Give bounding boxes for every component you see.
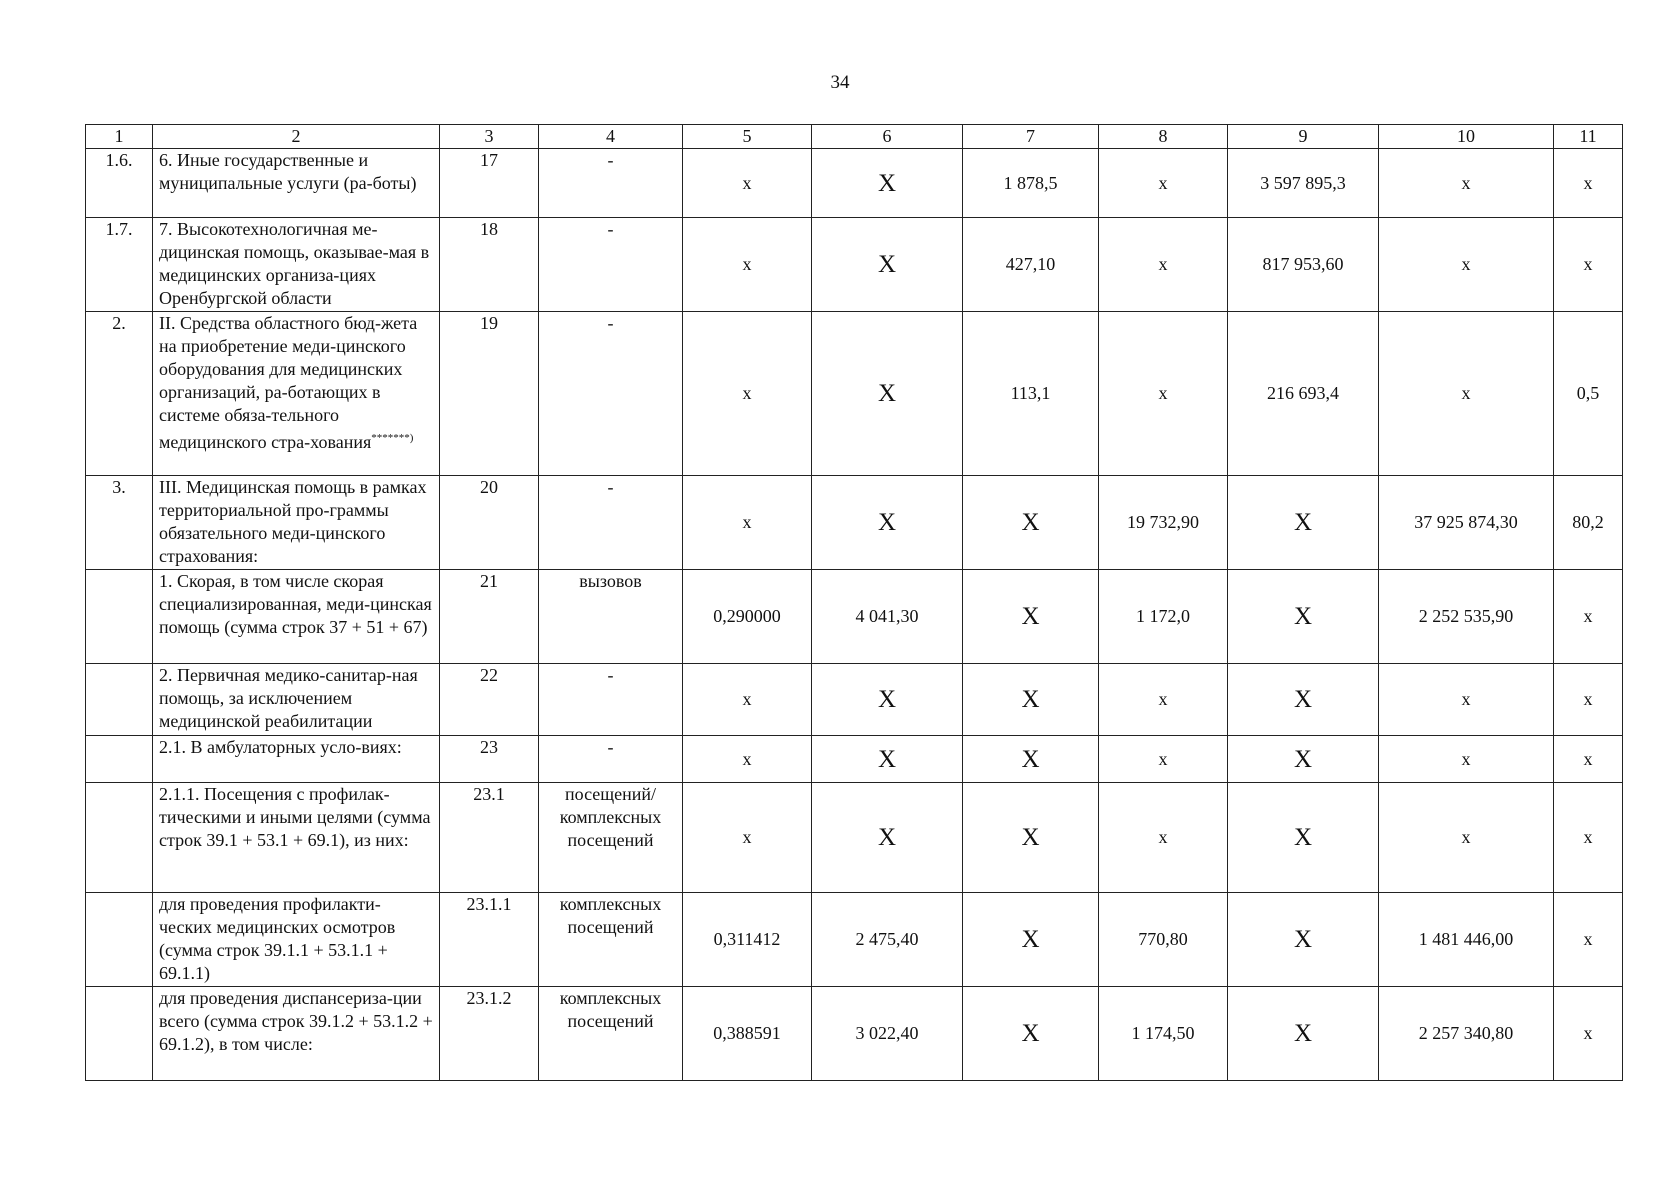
row-name-text: 2.1.1. Посещения с профилак-тическими и иными целями (сумма строк 39.1 + 53.1 + 69.1), из них: [159,784,431,850]
value-cell-c6: X [812,736,963,783]
row-name-cell [153,570,440,664]
unit-cell: комплексных посещений [539,987,683,1081]
footnote-marker: *******) [371,432,414,444]
value-cell-c11: x [1554,570,1623,664]
value-cell-c5: x [683,476,812,570]
value-cell-c5: 0,311412 [683,893,812,987]
header-cell: 3 [440,125,539,149]
value-cell-c10: 37 925 874,30 [1379,476,1554,570]
value-cell-c6: X [812,149,963,218]
value-cell-c8: 770,80 [1099,893,1228,987]
value-cell-c6: 4 041,30 [812,570,963,664]
value-cell-c6: X [812,218,963,312]
value-cell-c8: x [1099,149,1228,218]
row-name-text: для проведения диспансериза-ции всего (сумма строк 39.1.2 + 53.1.2 + 69.1.2), в том числе: [159,988,433,1054]
table-row [86,149,1623,218]
value-cell-c7: X [963,783,1099,893]
row-name-cell [153,893,440,987]
row-name-cell [153,664,440,736]
header-cell: 5 [683,125,812,149]
value-cell-c10: 1 481 446,00 [1379,893,1554,987]
value-cell-c6: 2 475,40 [812,893,963,987]
row-name-text: 2. Первичная медико-санитар-ная помощь, за исключением медицинской реабилитации [159,665,418,731]
value-cell-c8: 19 732,90 [1099,476,1228,570]
column-number-header-row [86,125,1623,149]
unit-cell: - [539,218,683,312]
row-name-cell [153,312,440,476]
value-cell-c8: x [1099,312,1228,476]
value-cell-c10: x [1379,664,1554,736]
row-name-cell [153,736,440,783]
data-table [85,124,1623,1081]
header-cell: 1 [86,125,153,149]
value-cell-c9: 3 597 895,3 [1228,149,1379,218]
line-number-cell: 21 [440,570,539,664]
row-name-cell [153,476,440,570]
row-number-cell [86,893,153,987]
row-name-text: 6. Иные государственные и муниципальные услуги (ра-боты) [159,150,417,193]
value-cell-c6: X [812,783,963,893]
value-cell-c10: x [1379,218,1554,312]
unit-cell: - [539,664,683,736]
value-cell-c9: X [1228,736,1379,783]
value-cell-c10: x [1379,783,1554,893]
value-cell-c10: x [1379,736,1554,783]
value-cell-c6: X [812,664,963,736]
value-cell-c10: 2 252 535,90 [1379,570,1554,664]
value-cell-c7: X [963,570,1099,664]
line-number-cell: 23.1.1 [440,893,539,987]
value-cell-c10: 2 257 340,80 [1379,987,1554,1081]
unit-cell: - [539,736,683,783]
value-cell-c8: x [1099,783,1228,893]
table-row [86,893,1623,987]
row-number-cell [86,783,153,893]
row-number-cell [86,736,153,783]
row-number-cell: 3. [86,476,153,570]
table-row [86,664,1623,736]
header-cell: 8 [1099,125,1228,149]
value-cell-c5: x [683,218,812,312]
table-row [86,783,1623,893]
value-cell-c7: 1 878,5 [963,149,1099,218]
value-cell-c5: 0,290000 [683,570,812,664]
value-cell-c5: x [683,312,812,476]
value-cell-c11: x [1554,783,1623,893]
line-number-cell: 23.1.2 [440,987,539,1081]
table-row [86,218,1623,312]
value-cell-c9: X [1228,987,1379,1081]
line-number-cell: 20 [440,476,539,570]
value-cell-c6: X [812,312,963,476]
table-row [86,987,1623,1081]
table-row [86,476,1623,570]
header-cell: 4 [539,125,683,149]
value-cell-c9: 817 953,60 [1228,218,1379,312]
header-cell: 9 [1228,125,1379,149]
page-number: 34 [830,72,850,93]
row-name-text: II. Средства областного бюд-жета на приобретение меди-цинского оборудования для медицинских организаций, ра-ботающих в системе обяза-тельного медицинского стра-хования [159,313,418,452]
row-number-cell [86,570,153,664]
row-name-cell [153,149,440,218]
value-cell-c8: x [1099,218,1228,312]
value-cell-c9: X [1228,893,1379,987]
unit-cell: комплексных посещений [539,893,683,987]
unit-cell: - [539,476,683,570]
value-cell-c9: X [1228,476,1379,570]
value-cell-c9: X [1228,783,1379,893]
value-cell-c6: X [812,476,963,570]
row-name-text: 2.1. В амбулаторных усло-виях: [159,737,402,757]
line-number-cell: 19 [440,312,539,476]
row-number-cell: 2. [86,312,153,476]
value-cell-c7: X [963,476,1099,570]
value-cell-c7: 427,10 [963,218,1099,312]
header-cell: 10 [1379,125,1554,149]
value-cell-c11: 0,5 [1554,312,1623,476]
value-cell-c8: x [1099,664,1228,736]
line-number-cell: 23.1 [440,783,539,893]
value-cell-c5: 0,388591 [683,987,812,1081]
header-cell: 6 [812,125,963,149]
unit-cell: - [539,312,683,476]
line-number-cell: 17 [440,149,539,218]
row-number-cell: 1.6. [86,149,153,218]
row-name-cell [153,783,440,893]
row-name-text: III. Медицинская помощь в рамках территориальной про-граммы обязательного меди-цинского страхования: [159,477,427,566]
row-name-cell [153,987,440,1081]
header-cell: 7 [963,125,1099,149]
row-name-cell [153,218,440,312]
value-cell-c11: x [1554,149,1623,218]
value-cell-c11: x [1554,893,1623,987]
value-cell-c5: x [683,736,812,783]
unit-cell: вызовов [539,570,683,664]
line-number-cell: 23 [440,736,539,783]
row-name-text: 7. Высокотехнологичная ме-дицинская помощь, оказывае-мая в медицинских организа-циях Оренбургской области [159,219,430,308]
value-cell-c7: X [963,736,1099,783]
value-cell-c11: 80,2 [1554,476,1623,570]
value-cell-c11: x [1554,987,1623,1081]
value-cell-c7: X [963,987,1099,1081]
value-cell-c7: 113,1 [963,312,1099,476]
line-number-cell: 22 [440,664,539,736]
header-cell: 2 [153,125,440,149]
value-cell-c7: X [963,664,1099,736]
table-row [86,736,1623,783]
value-cell-c11: x [1554,664,1623,736]
row-number-cell [86,987,153,1081]
table-row [86,312,1623,476]
line-number-cell: 18 [440,218,539,312]
row-number-cell [86,664,153,736]
value-cell-c9: 216 693,4 [1228,312,1379,476]
row-name-text: 1. Скорая, в том числе скорая специализированная, меди-цинская помощь (сумма строк 37 + 51 + 67) [159,571,432,637]
row-name-text: для проведения профилакти-ческих медицинских осмотров (сумма строк 39.1.1 + 53.1.1 + 69.1.1) [159,894,396,983]
value-cell-c9: X [1228,664,1379,736]
table-row [86,570,1623,664]
value-cell-c11: x [1554,736,1623,783]
value-cell-c5: x [683,783,812,893]
value-cell-c10: x [1379,312,1554,476]
value-cell-c8: 1 174,50 [1099,987,1228,1081]
unit-cell: - [539,149,683,218]
value-cell-c10: x [1379,149,1554,218]
value-cell-c9: X [1228,570,1379,664]
value-cell-c6: 3 022,40 [812,987,963,1081]
value-cell-c8: 1 172,0 [1099,570,1228,664]
value-cell-c8: x [1099,736,1228,783]
value-cell-c5: x [683,149,812,218]
row-number-cell: 1.7. [86,218,153,312]
value-cell-c11: x [1554,218,1623,312]
unit-cell: посещений/ комплексных посещений [539,783,683,893]
value-cell-c5: x [683,664,812,736]
header-cell: 11 [1554,125,1623,149]
value-cell-c7: X [963,893,1099,987]
